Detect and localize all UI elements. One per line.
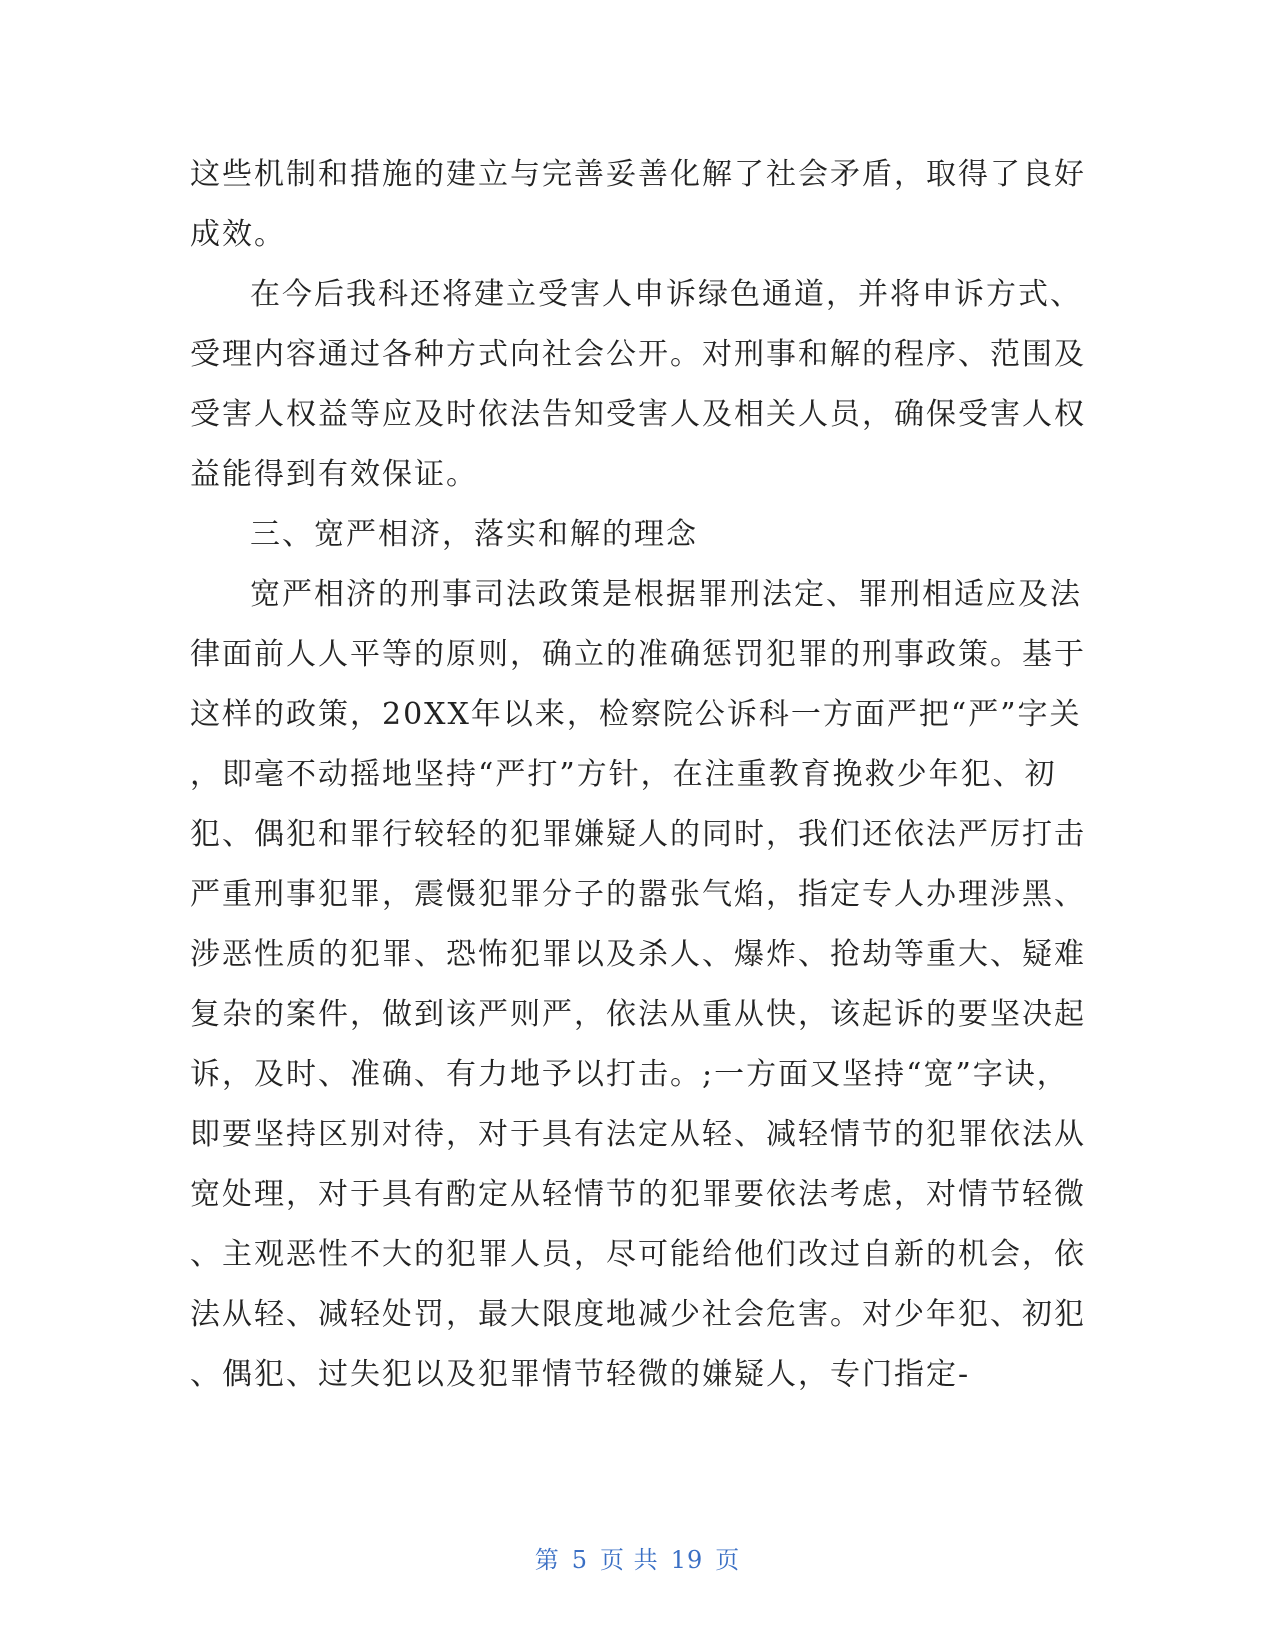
text-line: 这样的政策，20XX年以来，检察院公诉科一方面严把“严”字关: [190, 697, 1082, 732]
text-line: 涉恶性质的犯罪、恐怖犯罪以及杀人、爆炸、抢劫等重大、疑难: [190, 937, 1086, 972]
section-heading: 三、宽严相济，落实和解的理念: [250, 517, 698, 552]
text-line: 受害人权益等应及时依法告知受害人及相关人员，确保受害人权: [190, 397, 1086, 432]
page-footer: [0, 1540, 1275, 1575]
text-line: 严重刑事犯罪，震慑犯罪分子的嚣张气焰，指定专人办理涉黑、: [190, 877, 1086, 912]
paragraph-start: 在今后我科还将建立受害人申诉绿色通道，并将申诉方式、: [250, 277, 1082, 312]
document-body: [190, 145, 1086, 1405]
text-line: 益能得到有效保证。: [190, 457, 478, 492]
text-line: 这些机制和措施的建立与完善妥善化解了社会矛盾，取得了良好: [190, 157, 1086, 192]
text-line: 、主观恶性不大的犯罪人员，尽可能给他们改过自新的机会，依: [190, 1237, 1086, 1272]
text-line: 、偶犯、过失犯以及犯罪情节轻微的嫌疑人，专门指定-: [190, 1357, 971, 1392]
text-line: 成效。: [190, 217, 286, 252]
text-line: 受理内容通过各种方式向社会公开。对刑事和解的程序、范围及: [190, 337, 1086, 372]
text-line: 法从轻、减轻处罚，最大限度地减少社会危害。对少年犯、初犯: [190, 1297, 1086, 1332]
footer-prefix: 第: [534, 1546, 560, 1574]
text-line: ，即毫不动摇地坚持“严打”方针，在注重教育挽救少年犯、初: [190, 757, 1057, 792]
text-line: 诉，及时、准确、有力地予以打击。;一方面又坚持“宽”字诀，: [190, 1057, 1069, 1092]
current-page-number: 5: [571, 1546, 589, 1574]
text-line: 即要坚持区别对待，对于具有法定从轻、减轻情节的犯罪依法从: [190, 1117, 1086, 1152]
text-line: 宽处理，对于具有酌定从轻情节的犯罪要依法考虑，对情节轻微: [190, 1177, 1086, 1212]
paragraph-start: 宽严相济的刑事司法政策是根据罪刑法定、罪刑相适应及法: [250, 577, 1082, 612]
text-line: 复杂的案件，做到该严则严，依法从重从快，该起诉的要坚决起: [190, 997, 1086, 1032]
footer-suffix: 页: [715, 1546, 741, 1574]
footer-mid: 页 共: [600, 1546, 659, 1574]
text-line: 律面前人人平等的原则，确立的准确惩罚犯罪的刑事政策。基于: [190, 637, 1086, 672]
total-page-count: 19: [670, 1546, 704, 1574]
text-line: 犯、偶犯和罪行较轻的犯罪嫌疑人的同时，我们还依法严厉打击: [190, 817, 1086, 852]
